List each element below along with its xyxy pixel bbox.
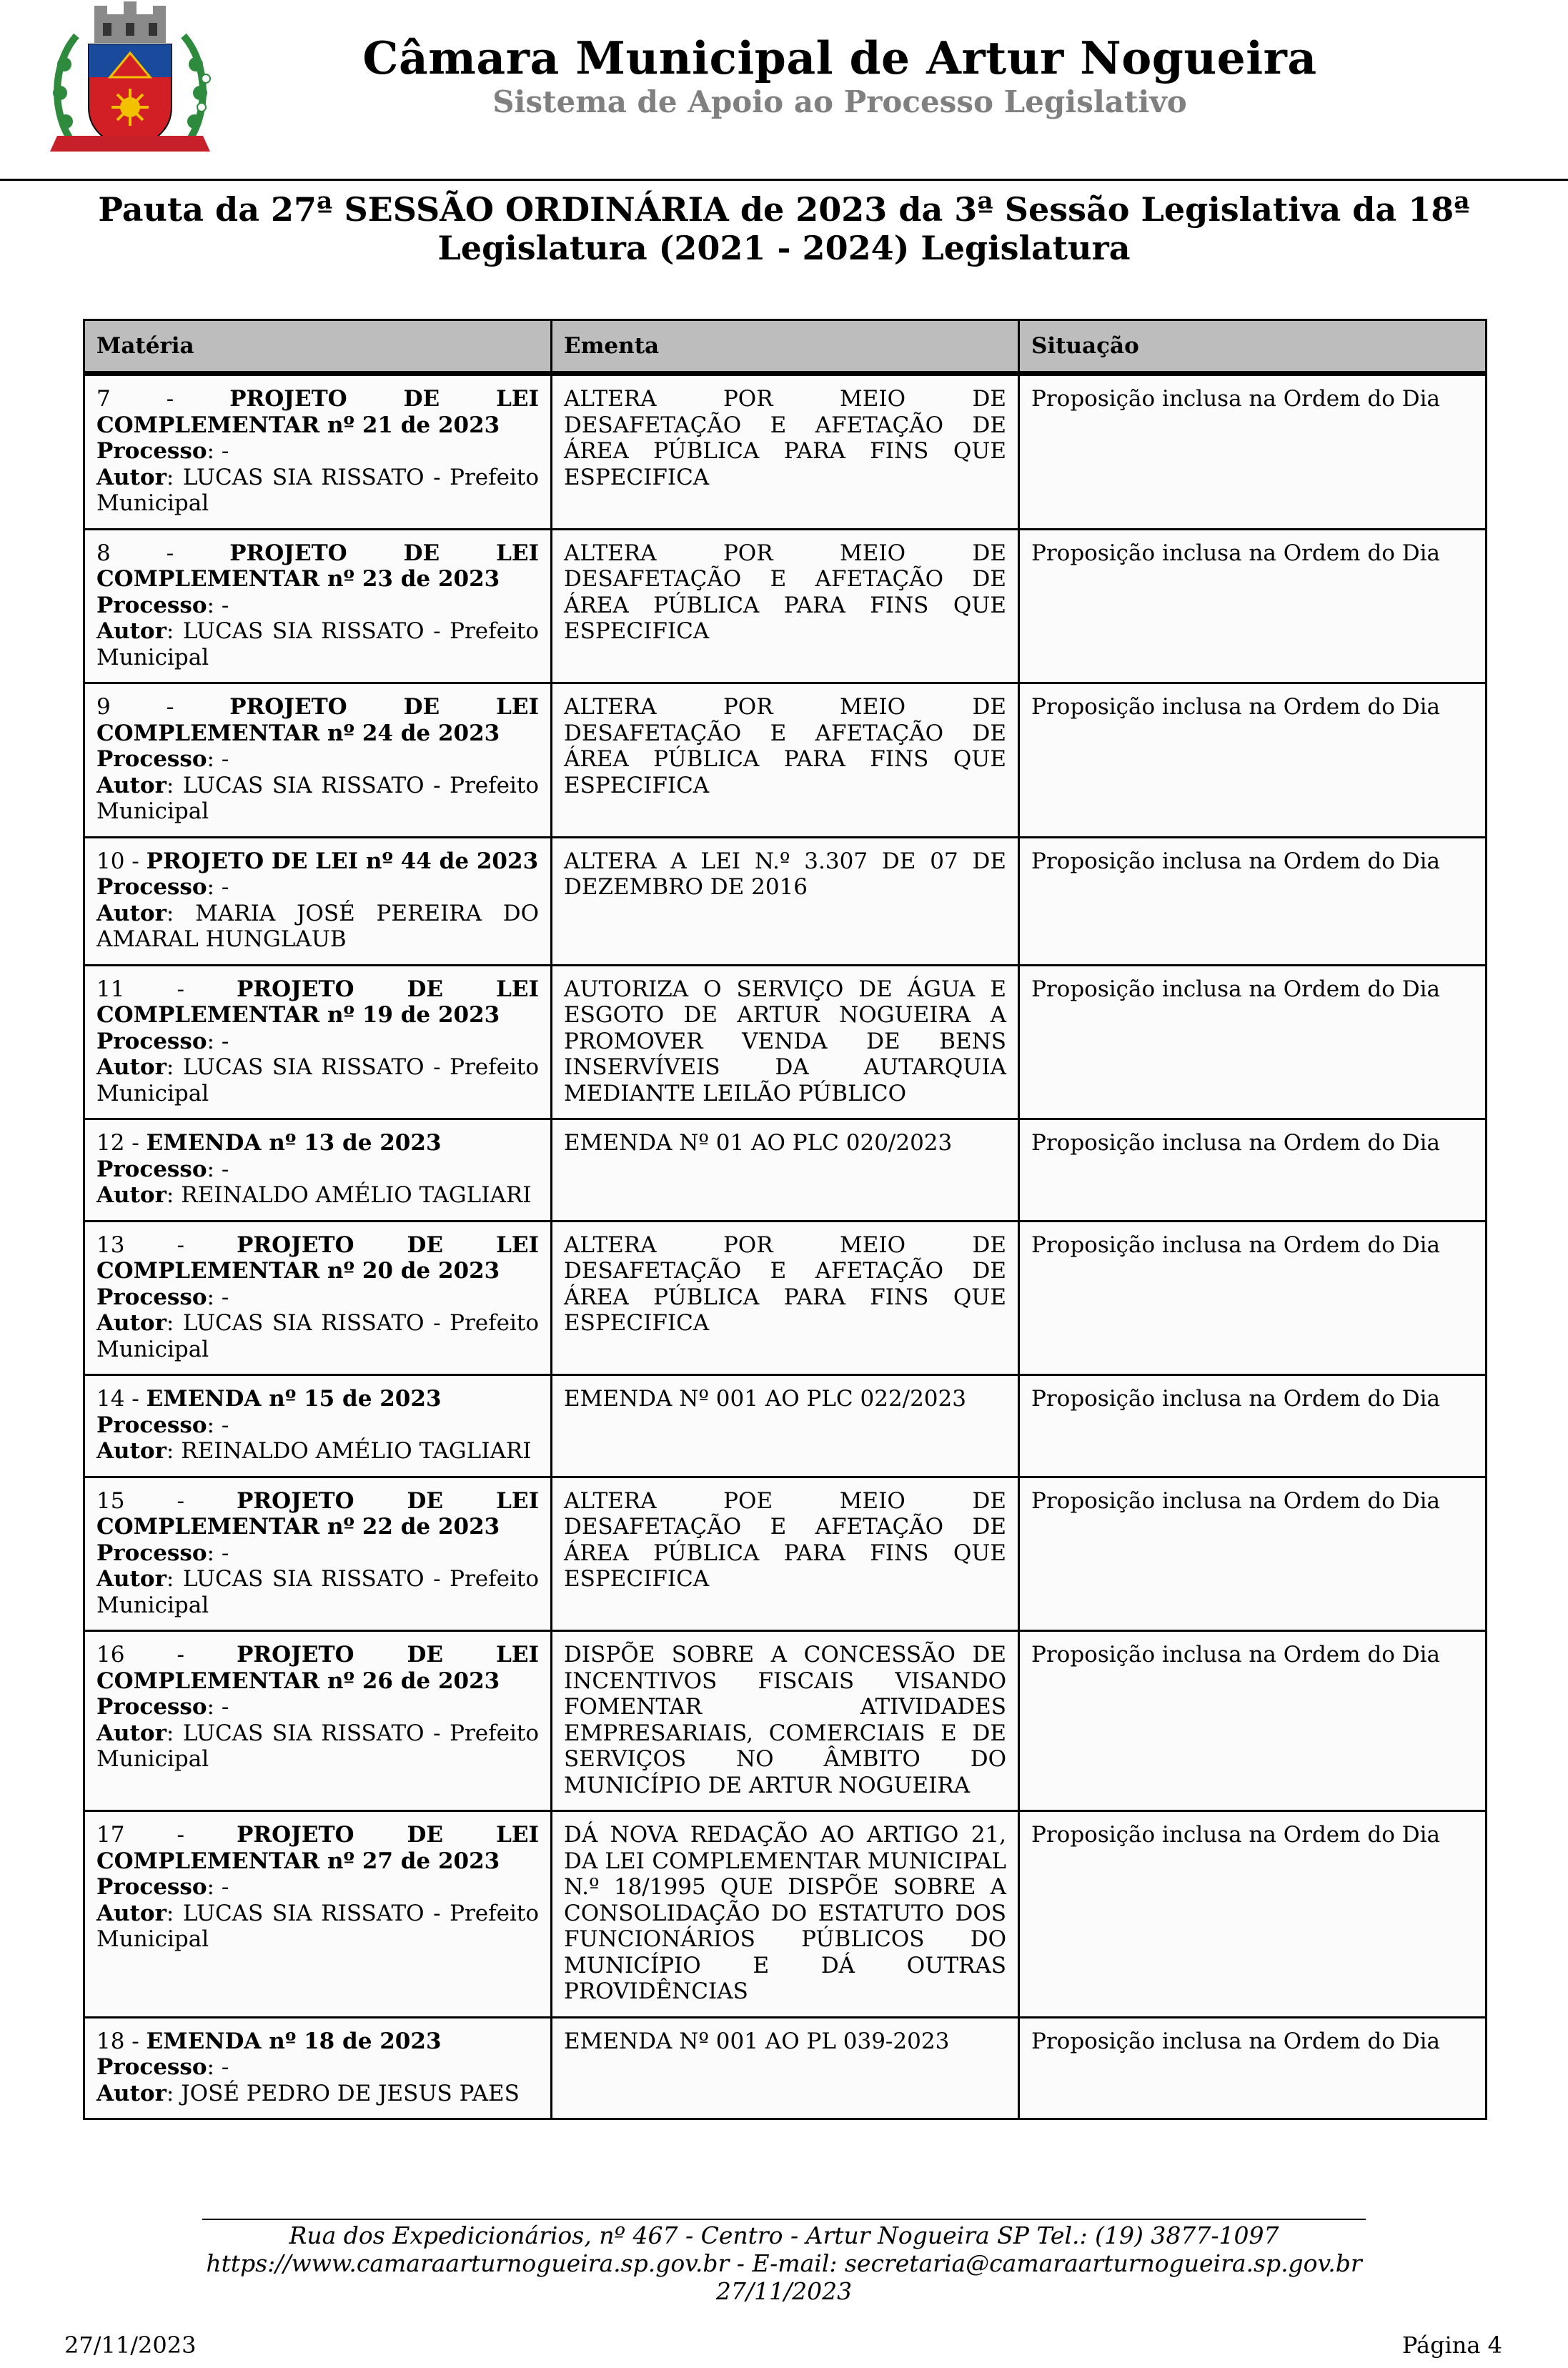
- autor-label: Autor: [96, 1310, 167, 1336]
- item-number: 18 -: [96, 2028, 147, 2054]
- ementa-cell: DISPÕE SOBRE A CONCESSÃO DE INCENTIVOS FISCAIS VISANDO FOMENTAR ATIVIDADES EMPRESARIAIS, COMERCIAIS E DE SERVIÇOS NO ÂMBITO DO MUNICÍPIO DE ARTUR NOGUEIRA: [552, 1631, 1019, 1811]
- item-number: 9 -: [96, 694, 230, 720]
- ementa-cell: EMENDA Nº 001 AO PLC 022/2023: [552, 1375, 1019, 1477]
- materia-cell: 11 - PROJETO DE LEI COMPLEMENTAR nº 19 de 2023 Processo: - Autor: LUCAS SIA RISSATO - Prefeito Municipal: [84, 965, 552, 1119]
- autor-label: Autor: [96, 1438, 167, 1464]
- item-title: EMENDA nº 13 de 2023: [146, 1130, 442, 1156]
- item-number: 13 -: [96, 1232, 237, 1258]
- processo-value: -: [221, 1156, 229, 1182]
- item-title: PROJETO DE LEI COMPLEMENTAR nº 22 de 2023: [96, 1487, 539, 1540]
- item-number: 12 -: [96, 1130, 147, 1156]
- processo-value: -: [221, 746, 229, 772]
- footer-contact: [202, 2221, 1366, 2305]
- autor-value: LUCAS SIA RISSATO - Prefeito Municipal: [96, 1054, 539, 1106]
- coat-of-arms-icon: [44, 0, 216, 163]
- materia-cell: 14 - EMENDA nº 15 de 2023 Processo: - Autor: REINALDO AMÉLIO TAGLIARI: [84, 1375, 552, 1477]
- ementa-cell: AUTORIZA O SERVIÇO DE ÁGUA E ESGOTO DE ARTUR NOGUEIRA A PROMOVER VENDA DE BENS INSERVÍVEIS DA AUTARQUIA MEDIANTE LEILÃO PÚBLICO: [552, 965, 1019, 1119]
- table-row: [84, 374, 1487, 530]
- column-header-situacao: Situação: [1019, 320, 1487, 374]
- autor-value: LUCAS SIA RISSATO - Prefeito Municipal: [96, 1720, 539, 1772]
- table-row: [84, 1375, 1487, 1477]
- column-header-materia: Matéria: [84, 320, 552, 374]
- item-title: PROJETO DE LEI COMPLEMENTAR nº 20 de 2023: [96, 1232, 539, 1284]
- item-title: PROJETO DE LEI COMPLEMENTAR nº 26 de 2023: [96, 1642, 539, 1694]
- system-name: Sistema de Apoio ao Processo Legislativo: [492, 84, 1187, 119]
- item-number: 17 -: [96, 1822, 237, 1848]
- ementa-cell: ALTERA POE MEIO DE DESAFETAÇÃO E AFETAÇÃO DE ÁREA PÚBLICA PARA FINS QUE ESPECIFICA: [552, 1477, 1019, 1631]
- processo-value: -: [221, 1694, 229, 1720]
- processo-label: Processo: [96, 1412, 207, 1438]
- processo-label: Processo: [96, 592, 207, 618]
- table-row: [84, 837, 1487, 965]
- autor-label: Autor: [96, 1720, 167, 1746]
- autor-label: Autor: [96, 1900, 167, 1926]
- processo-value: -: [221, 2054, 229, 2080]
- materia-cell: 12 - EMENDA nº 13 de 2023 Processo: - Autor: REINALDO AMÉLIO TAGLIARI: [84, 1119, 552, 1222]
- ementa-cell: EMENDA Nº 01 AO PLC 020/2023: [552, 1119, 1019, 1222]
- autor-label: Autor: [96, 464, 167, 490]
- processo-label: Processo: [96, 438, 207, 464]
- ementa-cell: EMENDA Nº 001 AO PL 039-2023: [552, 2017, 1019, 2119]
- autor-label: Autor: [96, 2080, 167, 2106]
- table-row: [84, 1119, 1487, 1222]
- situacao-cell: Proposição inclusa na Ordem do Dia: [1019, 1477, 1487, 1631]
- table-row: [84, 683, 1487, 838]
- table-row: [84, 1221, 1487, 1375]
- materia-cell: 13 - PROJETO DE LEI COMPLEMENTAR nº 20 de 2023 Processo: - Autor: LUCAS SIA RISSATO - Prefeito Municipal: [84, 1221, 552, 1375]
- autor-value: LUCAS SIA RISSATO - Prefeito Municipal: [96, 1310, 539, 1362]
- processo-label: Processo: [96, 1028, 207, 1054]
- autor-label: Autor: [96, 1182, 167, 1208]
- page-header: [0, 0, 1568, 181]
- table-row: [84, 2017, 1487, 2119]
- item-title: PROJETO DE LEI COMPLEMENTAR nº 21 de 2023: [96, 386, 539, 438]
- materia-cell: 9 - PROJETO DE LEI COMPLEMENTAR nº 24 de 2023 Processo: - Autor: LUCAS SIA RISSATO - Prefeito Municipal: [84, 683, 552, 838]
- situacao-cell: Proposição inclusa na Ordem do Dia: [1019, 837, 1487, 965]
- processo-label: Processo: [96, 746, 207, 772]
- processo-value: -: [221, 438, 229, 464]
- processo-label: Processo: [96, 1694, 207, 1720]
- item-number: 10 -: [96, 848, 147, 874]
- page-number: Página 4: [1401, 2332, 1502, 2359]
- processo-label: Processo: [96, 2054, 207, 2080]
- ementa-cell: ALTERA A LEI N.º 3.307 DE 07 DE DEZEMBRO DE 2016: [552, 837, 1019, 965]
- institution-name: Câmara Municipal de Artur Nogueira: [362, 31, 1317, 84]
- situacao-cell: Proposição inclusa na Ordem do Dia: [1019, 1811, 1487, 2018]
- autor-label: Autor: [96, 1054, 167, 1080]
- agenda-table: [83, 319, 1487, 2120]
- column-header-ementa: Ementa: [552, 320, 1019, 374]
- table-header-row: [84, 320, 1487, 374]
- item-title: PROJETO DE LEI nº 44 de 2023: [146, 848, 539, 874]
- materia-cell: 15 - PROJETO DE LEI COMPLEMENTAR nº 22 de 2023 Processo: - Autor: LUCAS SIA RISSATO - Prefeito Municipal: [84, 1477, 552, 1631]
- item-title: PROJETO DE LEI COMPLEMENTAR nº 24 de 2023: [96, 694, 539, 746]
- situacao-cell: Proposição inclusa na Ordem do Dia: [1019, 965, 1487, 1119]
- item-title: PROJETO DE LEI COMPLEMENTAR nº 27 de 2023: [96, 1822, 539, 1874]
- processo-label: Processo: [96, 1284, 207, 1310]
- item-number: 15 -: [96, 1487, 237, 1514]
- processo-value: -: [221, 1284, 229, 1310]
- header-divider: [0, 179, 1568, 181]
- situacao-cell: Proposição inclusa na Ordem do Dia: [1019, 1221, 1487, 1375]
- materia-cell: 10 - PROJETO DE LEI nº 44 de 2023 Processo: - Autor: MARIA JOSÉ PEREIRA DO AMARAL HUNGLAUB: [84, 837, 552, 965]
- ementa-cell: ALTERA POR MEIO DE DESAFETAÇÃO E AFETAÇÃO DE ÁREA PÚBLICA PARA FINS QUE ESPECIFICA: [552, 683, 1019, 838]
- ementa-cell: DÁ NOVA REDAÇÃO AO ARTIGO 21, DA LEI COMPLEMENTAR MUNICIPAL N.º 18/1995 QUE DISPÕE SOBRE A CONSOLIDAÇÃO DO ESTATUTO DOS FUNCIONÁRIOS PÚBLICOS DO MUNICÍPIO E DÁ OUTRAS PROVIDÊNCIAS: [552, 1811, 1019, 2018]
- footer-date: 27/11/2023: [715, 2277, 853, 2305]
- processo-value: -: [221, 592, 229, 618]
- autor-label: Autor: [96, 772, 167, 798]
- autor-value: REINALDO AMÉLIO TAGLIARI: [181, 1438, 532, 1464]
- situacao-cell: Proposição inclusa na Ordem do Dia: [1019, 1375, 1487, 1477]
- ementa-cell: ALTERA POR MEIO DE DESAFETAÇÃO E AFETAÇÃO DE ÁREA PÚBLICA PARA FINS QUE ESPECIFICA: [552, 1221, 1019, 1375]
- situacao-cell: Proposição inclusa na Ordem do Dia: [1019, 1631, 1487, 1811]
- processo-value: -: [221, 874, 229, 900]
- item-number: 8 -: [96, 540, 230, 566]
- situacao-cell: Proposição inclusa na Ordem do Dia: [1019, 2017, 1487, 2119]
- autor-value: LUCAS SIA RISSATO - Prefeito Municipal: [96, 464, 539, 516]
- autor-label: Autor: [96, 1566, 167, 1592]
- processo-label: Processo: [96, 1156, 207, 1182]
- materia-cell: 7 - PROJETO DE LEI COMPLEMENTAR nº 21 de 2023 Processo: - Autor: LUCAS SIA RISSATO - Prefeito Municipal: [84, 374, 552, 530]
- autor-label: Autor: [96, 900, 167, 926]
- table-row: [84, 1631, 1487, 1811]
- materia-cell: 8 - PROJETO DE LEI COMPLEMENTAR nº 23 de 2023 Processo: - Autor: LUCAS SIA RISSATO - Prefeito Municipal: [84, 529, 552, 683]
- table-row: [84, 965, 1487, 1119]
- item-title: PROJETO DE LEI COMPLEMENTAR nº 23 de 2023: [96, 540, 539, 592]
- autor-value: LUCAS SIA RISSATO - Prefeito Municipal: [96, 1900, 539, 1952]
- processo-label: Processo: [96, 1540, 207, 1566]
- autor-value: LUCAS SIA RISSATO - Prefeito Municipal: [96, 1566, 539, 1618]
- processo-value: -: [221, 1874, 229, 1900]
- autor-value: REINALDO AMÉLIO TAGLIARI: [181, 1182, 532, 1208]
- item-title: EMENDA nº 18 de 2023: [146, 2028, 442, 2054]
- item-number: 11 -: [96, 976, 237, 1002]
- processo-label: Processo: [96, 1874, 207, 1900]
- table-row: [84, 529, 1487, 683]
- situacao-cell: Proposição inclusa na Ordem do Dia: [1019, 683, 1487, 838]
- situacao-cell: Proposição inclusa na Ordem do Dia: [1019, 374, 1487, 530]
- footer-address: Rua dos Expedicionários, nº 467 - Centro - Artur Nogueira SP Tel.: (19) 3877-1097 https://www.camaraarturnogueira.sp.gov.br - E-mail: secretaria@camaraarturnogueira.sp.gov.br: [206, 2221, 1362, 2277]
- situacao-cell: Proposição inclusa na Ordem do Dia: [1019, 1119, 1487, 1222]
- table-row: [84, 1811, 1487, 2018]
- page-date: 27/11/2023: [64, 2332, 197, 2359]
- document-title: Pauta da 27ª SESSÃO ORDINÁRIA de 2023 da 3ª Sessão Legislativa da 18ª Legislatura (2021 - 2024) Legislatura: [98, 190, 1470, 267]
- autor-value: MARIA JOSÉ PEREIRA DO AMARAL HUNGLAUB: [96, 900, 539, 952]
- autor-value: LUCAS SIA RISSATO - Prefeito Municipal: [96, 618, 539, 670]
- ementa-cell: ALTERA POR MEIO DE DESAFETAÇÃO E AFETAÇÃO DE ÁREA PÚBLICA PARA FINS QUE ESPECIFICA: [552, 374, 1019, 530]
- item-number: 14 -: [96, 1386, 147, 1412]
- materia-cell: 18 - EMENDA nº 18 de 2023 Processo: - Autor: JOSÉ PEDRO DE JESUS PAES: [84, 2017, 552, 2119]
- autor-value: JOSÉ PEDRO DE JESUS PAES: [181, 2080, 520, 2106]
- processo-value: -: [221, 1412, 229, 1438]
- ementa-cell: ALTERA POR MEIO DE DESAFETAÇÃO E AFETAÇÃO DE ÁREA PÚBLICA PARA FINS QUE ESPECIFICA: [552, 529, 1019, 683]
- processo-label: Processo: [96, 874, 207, 900]
- item-number: 7 -: [96, 386, 230, 412]
- footer-divider: [202, 2219, 1366, 2220]
- processo-value: -: [221, 1028, 229, 1054]
- item-title: PROJETO DE LEI COMPLEMENTAR nº 19 de 2023: [96, 976, 539, 1028]
- item-title: EMENDA nº 15 de 2023: [146, 1386, 442, 1412]
- processo-value: -: [221, 1540, 229, 1566]
- materia-cell: 16 - PROJETO DE LEI COMPLEMENTAR nº 26 de 2023 Processo: - Autor: LUCAS SIA RISSATO - Prefeito Municipal: [84, 1631, 552, 1811]
- materia-cell: 17 - PROJETO DE LEI COMPLEMENTAR nº 27 de 2023 Processo: - Autor: LUCAS SIA RISSATO - Prefeito Municipal: [84, 1811, 552, 2018]
- autor-value: LUCAS SIA RISSATO - Prefeito Municipal: [96, 772, 539, 824]
- item-number: 16 -: [96, 1642, 237, 1668]
- situacao-cell: Proposição inclusa na Ordem do Dia: [1019, 529, 1487, 683]
- table-body: [84, 374, 1487, 2119]
- table-row: [84, 1477, 1487, 1631]
- autor-label: Autor: [96, 618, 167, 644]
